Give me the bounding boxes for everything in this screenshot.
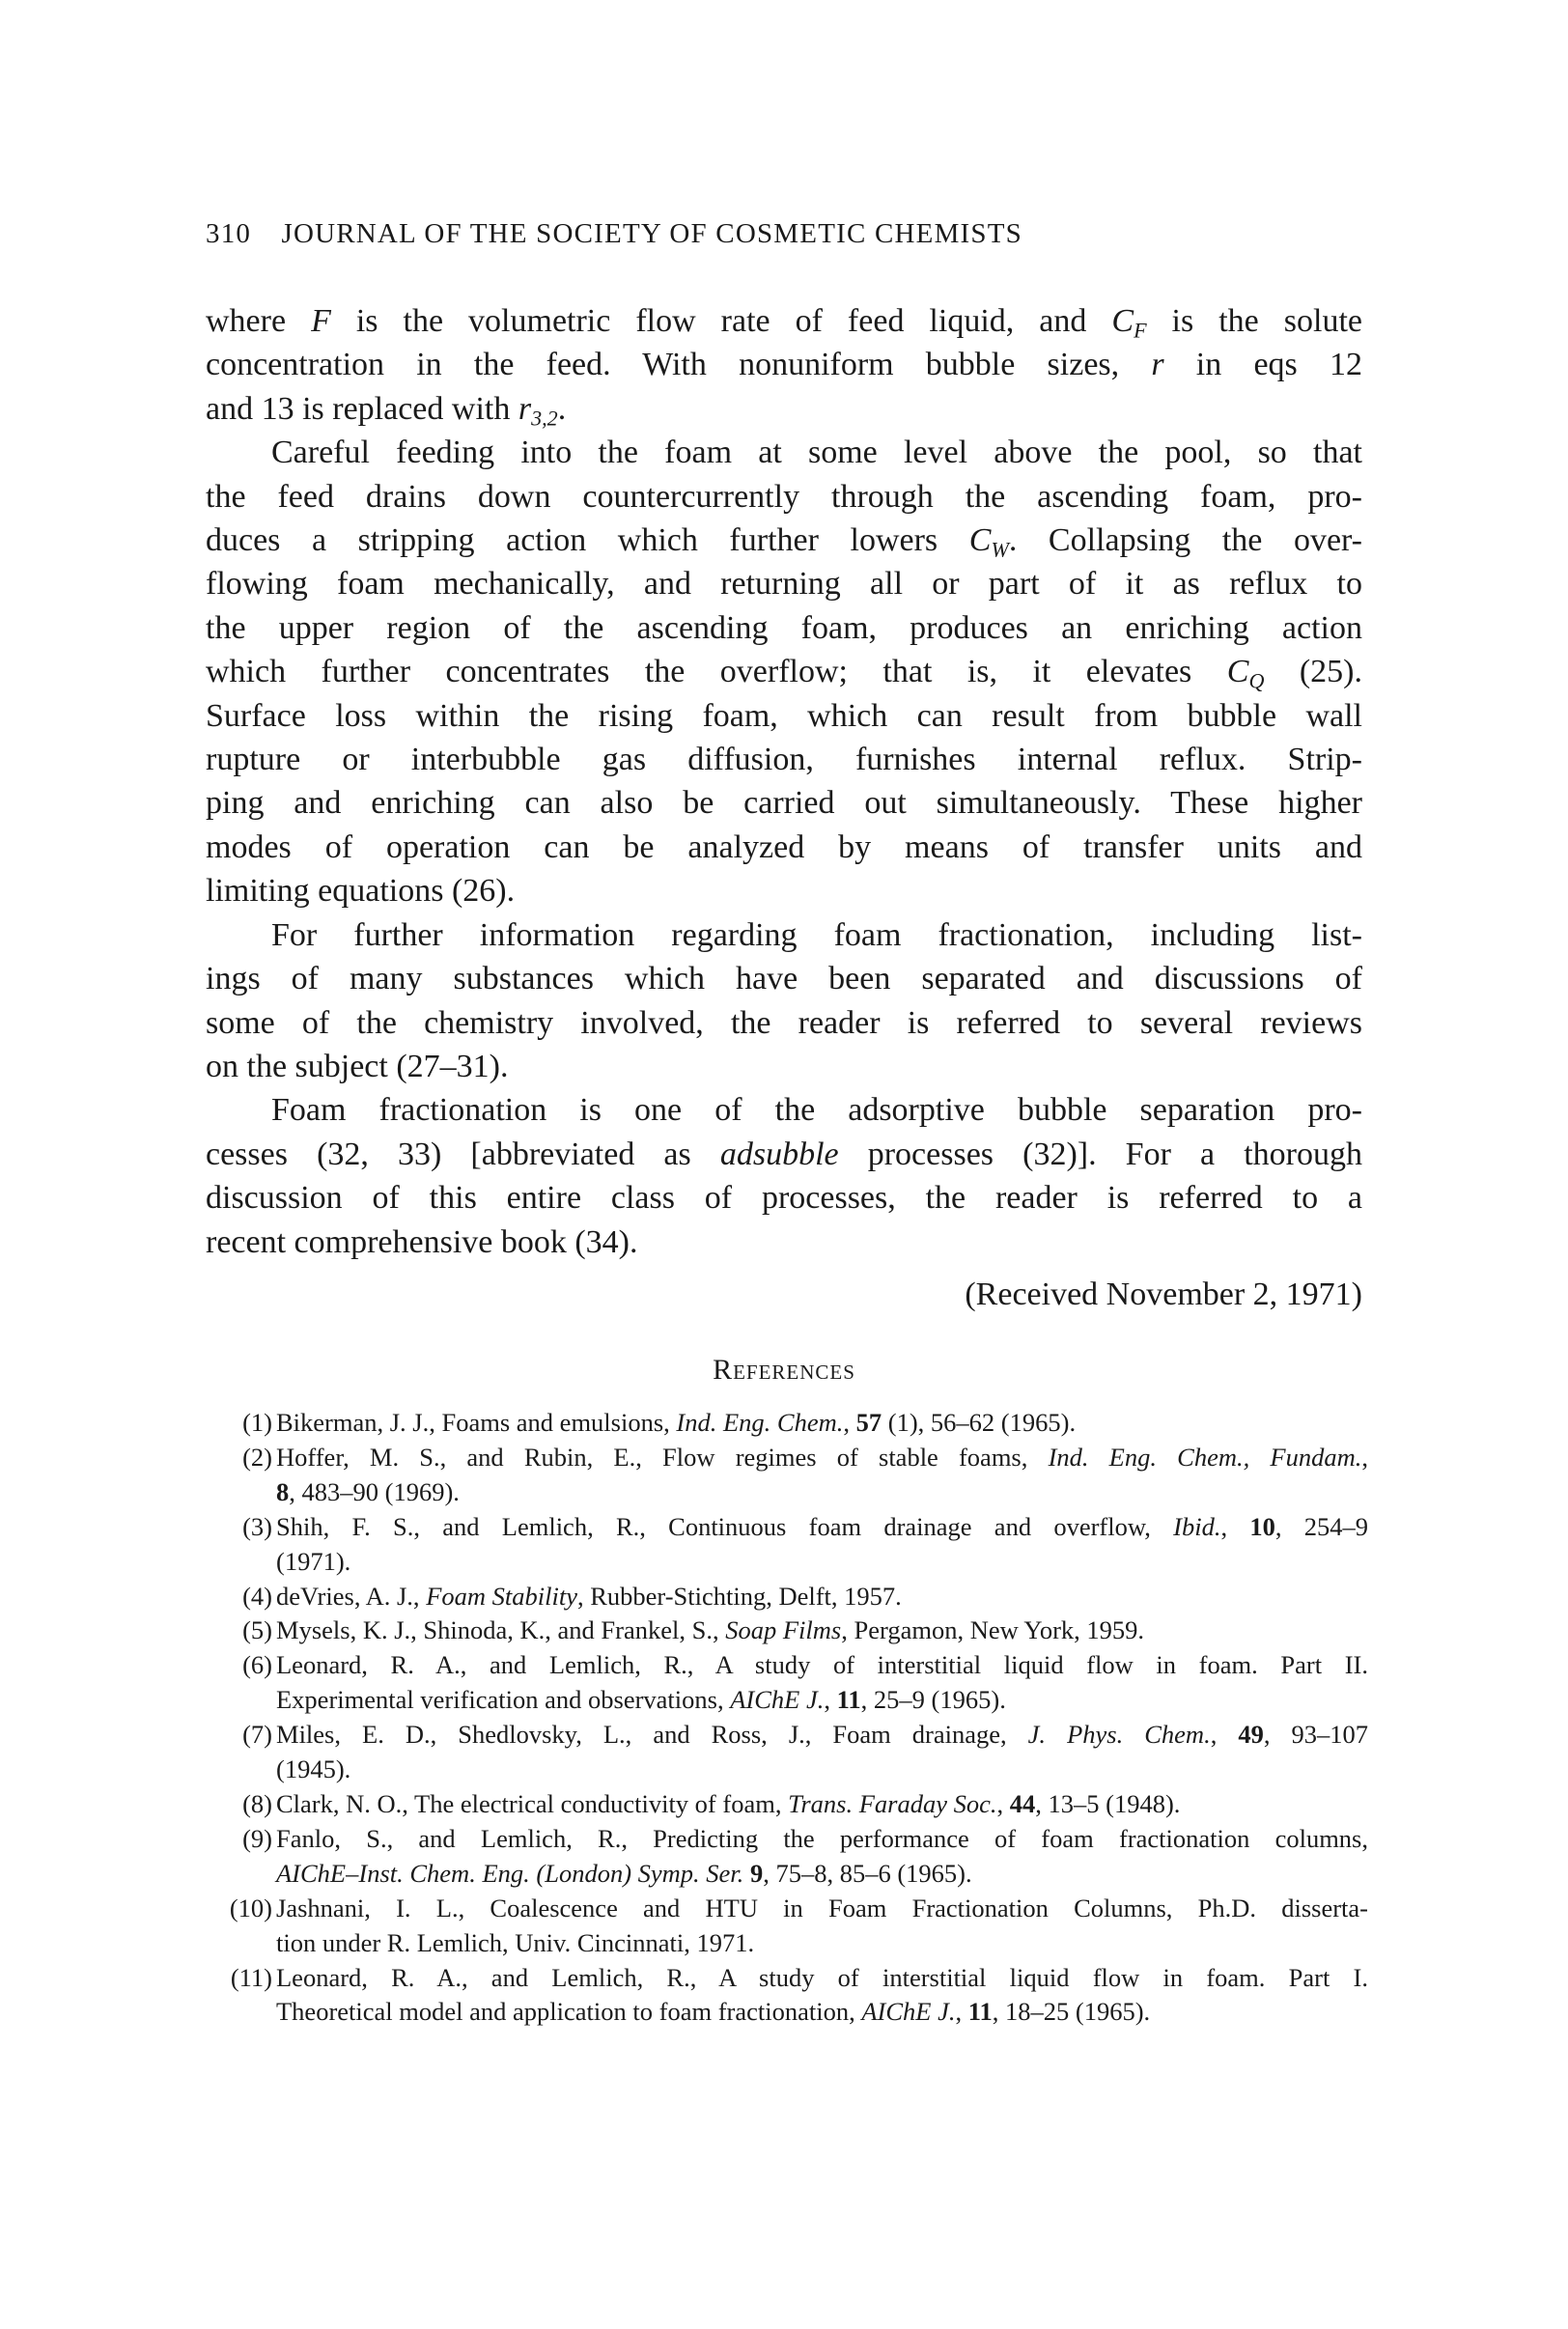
text-run: Foam fractionation is one of the adsorptive bubble separation pro- — [271, 1092, 1362, 1129]
reference-item — [214, 1961, 1368, 2031]
text-run: , 25–9 (1965). — [860, 1685, 1006, 1715]
body-text — [206, 299, 1362, 1264]
math-symbol: $C_Q$ — [1226, 654, 1265, 693]
text-line — [206, 387, 1362, 431]
math-symbol: $C_F$ — [1111, 303, 1147, 343]
math-symbol: $C_W$ — [968, 522, 1009, 562]
reference-item — [214, 1580, 1368, 1614]
text-line — [206, 650, 1362, 693]
reference-number: (8) — [242, 1788, 272, 1818]
bold-volume: 11 — [967, 1997, 993, 2027]
subscript: Q — [1248, 668, 1265, 693]
text-run: , 93–107 — [1263, 1720, 1369, 1750]
reference-line — [276, 1892, 1368, 1926]
text-run: Jashnani, I. L., Coalescence and HTU in Foam Fractionation Columns, Ph.D. disserta- — [276, 1893, 1368, 1922]
text-run: , — [1361, 1442, 1368, 1472]
text-run: Hoffer, M. S., and Rubin, E., Flow regimes of stable foams, — [276, 1442, 1049, 1472]
text-run: Fanlo, S., and Lemlich, R., Predicting the performance of foam fractionation columns, — [276, 1823, 1368, 1853]
bold-volume: 11 — [836, 1685, 861, 1715]
text-run: modes of operation can be analyzed by means of transfer units and — [206, 828, 1362, 865]
text-run: (1945). — [276, 1754, 351, 1784]
text-run: rupture or interbubble gas diffusion, furnishes internal reflux. Strip- — [206, 742, 1362, 778]
italic-text: adsubble — [719, 1136, 839, 1172]
reference-item — [214, 1822, 1368, 1892]
running-header — [206, 218, 1022, 250]
text-run: deVries, A. J., — [276, 1581, 427, 1611]
reference-line — [276, 1580, 1368, 1614]
reference-line — [276, 1475, 1368, 1510]
text-run: flowing foam mechanically, and returning all or part of it as reflux to — [206, 566, 1362, 603]
text-run: Bikerman, J. J., Foams and emulsions, — [276, 1408, 677, 1437]
text-run: , 254–9 — [1274, 1511, 1369, 1541]
italic-text: AIChE–Inst. Chem. Eng. (London) Symp. Ser. — [276, 1858, 744, 1888]
journal-title: JOURNAL OF THE SOCIETY OF COSMETIC CHEMISTS — [281, 218, 1022, 249]
text-run: discussion of this entire class of processes, the reader is referred to a — [206, 1180, 1362, 1217]
math-symbol: $r_{3,2}$ — [518, 390, 558, 431]
text-run: and 13 is replaced with — [206, 390, 518, 427]
italic-text: r — [1151, 347, 1164, 383]
text-line — [206, 562, 1362, 605]
text-run: Mysels, K. J., Shinoda, K., and Frankel, S., — [276, 1615, 726, 1645]
text-run: , 75–8, 85–6 (1965). — [763, 1858, 972, 1888]
reference-line — [276, 1683, 1368, 1718]
reference-item — [214, 1648, 1368, 1718]
references-list — [214, 1406, 1368, 2030]
text-run: tion under R. Lemlich, Univ. Cincinnati, 1971. — [276, 1927, 755, 1957]
text-line — [206, 738, 1362, 781]
italic-text: AIChE J. — [730, 1685, 825, 1715]
text-run: duces a stripping action which further lowers — [206, 522, 969, 559]
reference-number: (5) — [242, 1615, 272, 1645]
italic-text: J. Phys. Chem. — [1027, 1720, 1211, 1750]
text-run: Leonard, R. A., and Lemlich, R., A study of interstitial liquid flow in foam. Part II. — [276, 1650, 1368, 1680]
bold-volume: 9 — [749, 1858, 764, 1888]
bold-volume: 57 — [855, 1408, 882, 1437]
text-run: , 18–25 (1965). — [992, 1997, 1151, 2027]
italic-text: Ind. Eng. Chem. — [676, 1408, 844, 1437]
reference-number: (2) — [242, 1442, 272, 1472]
reference-item — [214, 1718, 1368, 1787]
text-run: (1971). — [276, 1546, 351, 1576]
text-run: (25). — [1264, 654, 1362, 690]
reference-number: (9) — [242, 1823, 272, 1853]
text-run: the feed drains down countercurrently through the ascending foam, pro- — [206, 478, 1362, 515]
text-run: For further information regarding foam fractionation, including list- — [271, 916, 1362, 953]
text-run: the upper region of the ascending foam, produces an enriching action — [206, 609, 1362, 646]
text-run: recent comprehensive book (34). — [206, 1223, 638, 1260]
text-line — [206, 781, 1362, 825]
text-run: is the volumetric flow rate of feed liquid, and — [330, 303, 1112, 339]
paragraph — [206, 913, 1362, 1089]
italic-text: AIChE J. — [861, 1997, 956, 2027]
text-run: , 13–5 (1948). — [1035, 1788, 1181, 1818]
text-run: , Rubber-Stichting, Delft, 1957. — [576, 1581, 902, 1611]
reference-line — [276, 1441, 1368, 1475]
bold-volume: 10 — [1249, 1511, 1275, 1541]
reference-item — [214, 1613, 1368, 1648]
reference-number: (1) — [242, 1408, 272, 1437]
text-run: Miles, E. D., Shedlovsky, L., and Ross, J., Foam drainage, — [276, 1720, 1028, 1750]
text-line — [206, 519, 1362, 562]
reference-number: (11) — [230, 1962, 272, 1992]
reference-line — [276, 1406, 1368, 1441]
paragraph — [206, 1088, 1362, 1264]
text-line — [206, 826, 1362, 869]
text-run: , — [996, 1788, 1010, 1818]
reference-number: (4) — [242, 1581, 272, 1611]
subscript: F — [1134, 318, 1147, 343]
text-run: , 483–90 (1969). — [289, 1476, 460, 1506]
references-heading: References — [713, 1354, 855, 1386]
text-run — [743, 1859, 750, 1888]
text-run: , — [843, 1408, 856, 1437]
text-run: concentration in the feed. With nonuniform bubble sizes, — [206, 347, 1152, 383]
text-line — [206, 1001, 1362, 1045]
reference-item — [214, 1892, 1368, 1961]
text-run: Careful feeding into the foam at some level above the pool, so that — [271, 435, 1362, 471]
text-run: Leonard, R. A., and Lemlich, R., A study of interstitial liquid flow in foam. Part I. — [276, 1962, 1368, 1992]
text-line — [206, 606, 1362, 650]
paragraph — [206, 299, 1362, 431]
text-run: . — [557, 390, 567, 427]
reference-number: (3) — [242, 1511, 272, 1541]
italic-text: Trans. Faraday Soc. — [788, 1788, 997, 1818]
text-run: in eqs 12 — [1163, 347, 1362, 383]
text-run: which further concentrates the overflow; that is, it elevates — [206, 654, 1227, 690]
text-run: where — [206, 303, 312, 339]
text-line — [206, 694, 1362, 738]
text-line — [206, 1045, 1362, 1088]
subscript: W — [991, 537, 1009, 562]
text-line — [206, 299, 1362, 343]
text-line — [206, 869, 1362, 912]
reference-line — [276, 1857, 1368, 1892]
text-line — [206, 913, 1362, 957]
text-line — [206, 957, 1362, 1000]
text-line — [206, 343, 1362, 386]
reference-line — [276, 1822, 1368, 1857]
reference-line — [276, 1613, 1368, 1648]
bold-volume: 44 — [1009, 1788, 1036, 1818]
text-line — [206, 1221, 1362, 1264]
text-run: , Pergamon, New York, 1959. — [841, 1615, 1145, 1645]
text-run: . Collapsing the over- — [1008, 522, 1362, 559]
text-run: Experimental verification and observations, — [276, 1685, 731, 1715]
text-line — [206, 1133, 1362, 1176]
reference-line — [276, 1718, 1368, 1753]
reference-line — [276, 1995, 1368, 2030]
text-run: (1), 56–62 (1965). — [882, 1408, 1077, 1437]
italic-text: Foam Stability — [426, 1581, 577, 1611]
text-run: limiting equations (26). — [206, 873, 516, 910]
text-run: , — [824, 1685, 837, 1715]
paragraph — [206, 431, 1362, 912]
text-run: Clark, N. O., The electrical conductivity of foam, — [276, 1788, 789, 1818]
italic-text: Ind. Eng. Chem., Fundam. — [1048, 1442, 1362, 1472]
reference-line — [276, 1926, 1368, 1961]
text-run: , — [955, 1997, 968, 2027]
reference-item — [214, 1441, 1368, 1510]
reference-line — [276, 1648, 1368, 1683]
reference-line — [276, 1510, 1368, 1545]
subscript: 3,2 — [531, 406, 558, 431]
reference-item — [214, 1787, 1368, 1822]
reference-number: (6) — [242, 1650, 272, 1680]
reference-line — [276, 1961, 1368, 1996]
italic-text: F — [311, 303, 331, 339]
reference-number: (7) — [242, 1720, 272, 1750]
text-run: some of the chemistry involved, the reader is referred to several reviews — [206, 1004, 1362, 1041]
reference-item — [214, 1406, 1368, 1441]
text-line — [206, 1088, 1362, 1132]
reference-line — [276, 1787, 1368, 1822]
bold-volume: 8 — [276, 1476, 290, 1506]
reference-line — [276, 1753, 1368, 1787]
text-run: is the solute — [1146, 303, 1362, 339]
text-run: cesses (32, 33) [abbreviated as — [206, 1136, 720, 1172]
reference-number: (10) — [229, 1893, 272, 1922]
text-run: Surface loss within the rising foam, which can result from bubble wall — [206, 697, 1362, 734]
italic-text: Soap Films — [725, 1615, 842, 1645]
text-run: Theoretical model and application to foam fractionation, — [276, 1997, 862, 2027]
italic-text: Ibid. — [1173, 1511, 1221, 1541]
text-line — [206, 475, 1362, 519]
text-run: ping and enriching can also be carried out simultaneously. These higher — [206, 785, 1362, 822]
bold-volume: 49 — [1238, 1720, 1264, 1750]
reference-line — [276, 1545, 1368, 1580]
text-run: ings of many substances which have been separated and discussions of — [206, 961, 1362, 997]
reference-item — [214, 1510, 1368, 1580]
text-run: on the subject (27–31). — [206, 1048, 509, 1084]
text-line — [206, 1176, 1362, 1220]
received-date: (Received November 2, 1971) — [965, 1277, 1362, 1312]
page-number: 310 — [206, 218, 252, 249]
text-run: , — [1220, 1511, 1250, 1541]
text-line — [206, 431, 1362, 474]
text-run: , — [1210, 1720, 1239, 1750]
text-run: processes (32)]. For a thorough — [838, 1136, 1362, 1172]
text-run: Shih, F. S., and Lemlich, R., Continuous foam drainage and overflow, — [276, 1511, 1174, 1541]
